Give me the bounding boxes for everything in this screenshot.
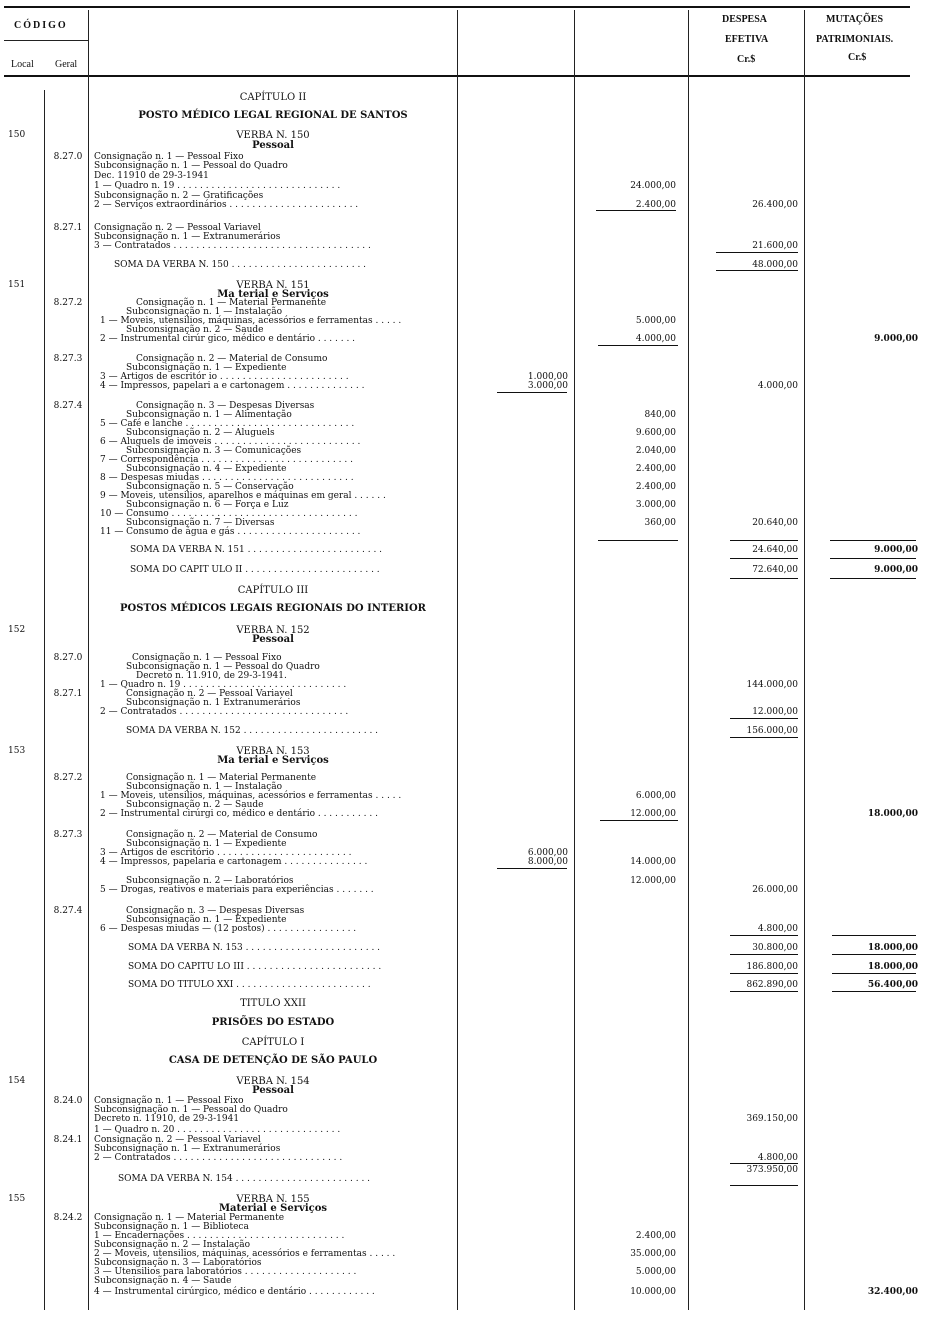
line-description: Consignação n. 2 — Material de Consumo bbox=[136, 354, 328, 364]
line-description: Subconsignação n. 2 — Saude bbox=[126, 325, 264, 335]
despesa-efetiva-value: 48.000,00 bbox=[752, 260, 798, 270]
amount-col1: 8.000,00 bbox=[527, 857, 568, 867]
line-description: 3 — Utensilios para laboratórios . . . . . . . . . . . . . . . . . . . . bbox=[94, 1267, 357, 1277]
line-description: 9 — Moveis, utensilios, aparelhos e máquinas em geral . . . . . . bbox=[100, 491, 386, 501]
table-row bbox=[0, 1287, 930, 1298]
line-description: Subconsignação n. 4 — Expediente bbox=[126, 464, 287, 474]
amount-col2: 4.000,00 bbox=[635, 334, 676, 344]
line-description: 2 — Serviços extraordinários . . . . . . . . . . . . . . . . . . . . . . . bbox=[94, 200, 359, 210]
table-row bbox=[0, 527, 930, 538]
mutacoes-value: 9.000,00 bbox=[874, 334, 918, 344]
rule bbox=[730, 737, 798, 738]
table-row bbox=[0, 980, 930, 991]
section-heading: Pessoal bbox=[252, 1085, 294, 1096]
local-code: 155 bbox=[8, 1194, 26, 1204]
geral-code: 8.27.2 bbox=[53, 298, 83, 308]
line-description: Subconsignação n. 1 — Expediente bbox=[126, 839, 287, 849]
line-description: Consignação n. 1 — Material Permanente bbox=[94, 1213, 285, 1223]
line-description: 5 — Drogas, reativos e materiais para experiências . . . . . . . bbox=[100, 885, 374, 895]
section-heading: CAPÍTULO II bbox=[239, 92, 307, 103]
rule bbox=[832, 973, 916, 974]
rule bbox=[730, 935, 798, 936]
amount-col2: 2.040,00 bbox=[635, 446, 676, 456]
local-code: 151 bbox=[8, 280, 26, 290]
line-description: 4 — Instrumental cirúrgico, médico e dentário . . . . . . . . . . . . bbox=[94, 1287, 375, 1297]
line-description: 2 — Contratados . . . . . . . . . . . . . . . . . . . . . . . . . . . . . . bbox=[94, 1153, 343, 1163]
line-description: SOMA DA VERBA N. 151 . . . . . . . . . . . . . . . . . . . . . . . . bbox=[130, 545, 383, 555]
line-description: Subconsignação n. 1 — Pessoal do Quadro bbox=[126, 662, 320, 672]
despesa-efetiva-value: 26.000,00 bbox=[752, 885, 798, 895]
line-description: 8 — Despesas miudas . . . . . . . . . . . . . . . . . . . . . . . . . . . bbox=[100, 473, 354, 483]
header-geral: Geral bbox=[55, 59, 78, 70]
line-description: Consignação n. 1 — Pessoal Fixo bbox=[94, 152, 244, 162]
despesa-efetiva-value: 186.800,00 bbox=[746, 962, 798, 972]
amount-col2: 35.000,00 bbox=[630, 1249, 676, 1259]
section-heading: CAPÍTULO I bbox=[241, 1037, 305, 1048]
line-description: Subconsignação n. 1 — Instalação bbox=[126, 782, 283, 792]
line-description: 1 — Quadro n. 19 . . . . . . . . . . . . . . . . . . . . . . . . . . . . . bbox=[100, 680, 347, 690]
geral-code: 8.27.4 bbox=[53, 401, 83, 411]
rule bbox=[830, 578, 916, 579]
despesa-efetiva-value: 12.000,00 bbox=[752, 707, 798, 717]
line-description: 1 — Moveis, utensilios, máquinas, acessórios e ferramentas . . . . . bbox=[100, 316, 402, 326]
line-description: Consignação n. 2 — Pessoal Variavel bbox=[94, 1135, 261, 1145]
table-row bbox=[0, 1174, 930, 1185]
line-description: 11 — Consumo de água e gás . . . . . . . . . . . . . . . . . . . . . . bbox=[100, 527, 361, 537]
amount-col2: 3.000,00 bbox=[635, 500, 676, 510]
line-description: SOMA DA VERBA N. 153 . . . . . . . . . . . . . . . . . . . . . . . . bbox=[128, 943, 381, 953]
amount-col2: 24.000,00 bbox=[630, 181, 676, 191]
rule bbox=[596, 210, 676, 211]
line-description: 2 — Instrumental cirúr gico, médico e dentário . . . . . . . bbox=[100, 334, 356, 344]
line-description: Consignação n. 1 — Material Permanente bbox=[136, 298, 327, 308]
line-description: 6 — Aluguels de imoveis . . . . . . . . . . . . . . . . . . . . . . . . . . bbox=[100, 437, 361, 447]
despesa-efetiva-value: 21.600,00 bbox=[752, 241, 798, 251]
line-description: Subconsignação n. 2 — Gratificações bbox=[94, 191, 264, 201]
table-row bbox=[0, 809, 930, 820]
rule bbox=[832, 954, 916, 955]
section-heading: VERBA N. 153 bbox=[236, 746, 310, 757]
despesa-efetiva-value: 4.000,00 bbox=[757, 381, 798, 391]
line-description: Subconsignação n. 7 — Diversas bbox=[126, 518, 275, 528]
line-description: 1 — Encadernações . . . . . . . . . . . . . . . . . . . . . . . . . . . . bbox=[94, 1231, 345, 1241]
line-description: Subconsignação n. 1 — Biblioteca bbox=[94, 1222, 249, 1232]
mutacoes-value: 9.000,00 bbox=[874, 545, 918, 555]
rule bbox=[716, 252, 798, 253]
amount-col1: 1.000,00 bbox=[527, 372, 568, 382]
rule bbox=[730, 718, 798, 719]
codigo-divider bbox=[4, 40, 88, 41]
line-description: 1 — Quadro n. 19 . . . . . . . . . . . . . . . . . . . . . . . . . . . . . bbox=[94, 181, 341, 191]
line-description: Subconsignação n. 1 — Pessoal do Quadro bbox=[94, 1105, 288, 1115]
line-description: Subconsignação n. 1 — Extranumerários bbox=[94, 232, 281, 242]
line-description: Subconsignação n. 1 — Alimentação bbox=[126, 410, 292, 420]
line-description: Subconsignação n. 4 — Saude bbox=[94, 1276, 232, 1286]
mutacoes-value: 18.000,00 bbox=[867, 962, 918, 972]
table-row bbox=[0, 545, 930, 556]
rule bbox=[730, 1163, 798, 1164]
line-description: 3 — Artigos de escritório . . . . . . . . . . . . . . . . . . . . . . . . bbox=[100, 848, 352, 858]
amount-col2: 2.400,00 bbox=[635, 1231, 676, 1241]
geral-code: 8.27.1 bbox=[53, 223, 83, 233]
amount-col2: 9.600,00 bbox=[635, 428, 676, 438]
mutacoes-value: 32.400,00 bbox=[867, 1287, 918, 1297]
header-top-rule bbox=[4, 6, 910, 8]
line-description: Subconsignação n. 2 — Aluguels bbox=[126, 428, 275, 438]
despesa-efetiva-value: 72.640,00 bbox=[752, 565, 798, 575]
header-patrimoniais: PATRIMONIAIS. bbox=[816, 34, 894, 45]
section-heading: VERBA N. 150 bbox=[236, 130, 310, 141]
line-description: 7 — Correspondência . . . . . . . . . . . . . . . . . . . . . . . . . . . bbox=[100, 455, 353, 465]
rule bbox=[598, 345, 678, 346]
rule bbox=[830, 540, 916, 541]
line-description: Consignação n. 1 — Pessoal Fixo bbox=[94, 1096, 244, 1106]
geral-code: 8.27.0 bbox=[53, 653, 83, 663]
geral-code: 8.24.2 bbox=[53, 1213, 83, 1223]
amount-col2: 12.000,00 bbox=[630, 876, 676, 886]
rule bbox=[497, 868, 567, 869]
despesa-efetiva-value: 30.800,00 bbox=[752, 943, 798, 953]
despesa-efetiva-value: 4.800,00 bbox=[757, 1153, 798, 1163]
line-description: Subconsignação n. 2 — Instalação bbox=[94, 1240, 251, 1250]
rule bbox=[730, 578, 798, 579]
line-description: 2 — Contratados . . . . . . . . . . . . . . . . . . . . . . . . . . . . . . bbox=[100, 707, 349, 717]
mutacoes-value: 18.000,00 bbox=[867, 943, 918, 953]
header-efetiva: EFETIVA bbox=[725, 34, 769, 45]
table-row bbox=[0, 241, 930, 252]
line-description: Subconsignação n. 5 — Conservação bbox=[126, 482, 294, 492]
line-description: Subconsignação n. 1 Extranumerários bbox=[126, 698, 301, 708]
rule bbox=[730, 558, 798, 559]
amount-col2: 14.000,00 bbox=[630, 857, 676, 867]
despesa-efetiva-value: 862.890,00 bbox=[746, 980, 798, 990]
rule bbox=[832, 991, 916, 992]
rule bbox=[730, 1185, 798, 1186]
section-heading: VERBA N. 155 bbox=[236, 1194, 310, 1205]
line-description: 6 — Despesas miudas — (12 postos) . . . . . . . . . . . . . . . . bbox=[100, 924, 357, 934]
despesa-efetiva-value: 24.640,00 bbox=[752, 545, 798, 555]
geral-code: 8.27.1 bbox=[53, 689, 83, 699]
header-local: Local bbox=[11, 59, 34, 70]
line-description: Subconsignação n. 6 — Força e Luz bbox=[126, 500, 289, 510]
line-description: 4 — Impressos, papelari a e cartonagem . . . . . . . . . . . . . . bbox=[100, 381, 365, 391]
despesa-efetiva-value: 369.150,00 bbox=[746, 1114, 798, 1124]
despesa-efetiva-value: 144.000,00 bbox=[746, 680, 798, 690]
despesa-efetiva-value: 4.800,00 bbox=[757, 924, 798, 934]
section-heading: CASA DE DETENÇÃO DE SÃO PAULO bbox=[168, 1055, 378, 1066]
amount-col2: 10.000,00 bbox=[630, 1287, 676, 1297]
line-description: Subconsignação n. 3 — Laboratórios bbox=[94, 1258, 262, 1268]
line-description: Consignação n. 1 — Pessoal Fixo bbox=[132, 653, 282, 663]
table-row bbox=[0, 924, 930, 935]
rule bbox=[716, 270, 798, 271]
line-description: Subconsignação n. 1 — Extranumerários bbox=[94, 1144, 281, 1154]
geral-code: 8.24.1 bbox=[53, 1135, 83, 1145]
rule bbox=[730, 954, 798, 955]
line-description: 2 — Instrumental cirúrgi co, médico e dentário . . . . . . . . . . . bbox=[100, 809, 378, 819]
rule bbox=[497, 392, 567, 393]
line-description: Subconsignação n. 1 — Expediente bbox=[126, 363, 287, 373]
section-heading: Pessoal bbox=[252, 140, 294, 151]
section-heading: VERBA N. 154 bbox=[236, 1076, 310, 1087]
local-code: 152 bbox=[8, 625, 26, 635]
line-description: Subconsignação n. 2 — Laboratórios bbox=[126, 876, 294, 886]
line-description: Subconsignação n. 1 — Instalação bbox=[126, 307, 283, 317]
amount-col2: 2.400,00 bbox=[635, 200, 676, 210]
section-heading: VERBA N. 151 bbox=[236, 280, 310, 291]
rule bbox=[730, 973, 798, 974]
geral-code: 8.27.3 bbox=[53, 830, 83, 840]
header-despesa: DESPESA bbox=[722, 14, 768, 25]
line-description: Consignação n. 2 — Material de Consumo bbox=[126, 830, 318, 840]
line-description: Subconsignação n. 1 — Expediente bbox=[126, 915, 287, 925]
rule bbox=[830, 558, 916, 559]
line-description: 5 — Café e lanche . . . . . . . . . . . . . . . . . . . . . . . . . . . . . . bbox=[100, 419, 355, 429]
section-heading: TITULO XXII bbox=[240, 998, 306, 1009]
table-row bbox=[0, 962, 930, 973]
line-description: 1 — Quadro n. 20 . . . . . . . . . . . . . . . . . . . . . . . . . . . . . bbox=[94, 1125, 341, 1135]
table-row bbox=[0, 1276, 930, 1287]
geral-code: 8.27.4 bbox=[53, 906, 83, 916]
line-description: Decreto n. 11.910, de 29-3-1941. bbox=[136, 671, 287, 681]
amount-col2: 2.400,00 bbox=[635, 482, 676, 492]
line-description: 3 — Artigos de escritór io . . . . . . . . . . . . . . . . . . . . . . . bbox=[100, 372, 349, 382]
line-description: SOMA DO CAPITU LO III . . . . . . . . . . . . . . . . . . . . . . . . bbox=[128, 962, 382, 972]
table-row bbox=[0, 1114, 930, 1125]
geral-code: 8.27.2 bbox=[53, 773, 83, 783]
section-heading: POSTO MÉDICO LEGAL REGIONAL DE SANTOS bbox=[138, 110, 408, 121]
amount-col2: 360,00 bbox=[644, 518, 676, 528]
local-code: 153 bbox=[8, 746, 26, 756]
table-row bbox=[0, 707, 930, 718]
rule bbox=[598, 540, 678, 541]
table-row bbox=[0, 565, 930, 576]
mutacoes-value: 18.000,00 bbox=[867, 809, 918, 819]
table-row bbox=[0, 726, 930, 737]
despesa-efetiva-value: 26.400,00 bbox=[752, 200, 798, 210]
line-description: 2 — Moveis, utensilios, máquinas, acessórios e ferramentas . . . . . bbox=[94, 1249, 396, 1259]
section-heading: POSTOS MÉDICOS LEGAIS REGIONAIS DO INTERIOR bbox=[120, 603, 426, 614]
mutacoes-value: 56.400,00 bbox=[867, 980, 918, 990]
geral-code: 8.27.0 bbox=[53, 152, 83, 162]
rule bbox=[832, 935, 916, 936]
table-row bbox=[0, 857, 930, 868]
line-description: 10 — Consumo . . . . . . . . . . . . . . . . . . . . . . . . . . . . . . . . . bbox=[100, 509, 358, 519]
section-heading: Ma terial e Serviços bbox=[217, 755, 329, 766]
line-description: SOMA DO TITULO XXI . . . . . . . . . . . . . . . . . . . . . . . . bbox=[128, 980, 371, 990]
geral-code: 8.27.3 bbox=[53, 354, 83, 364]
line-description: 4 — Impressos, papelaria e cartonagem . . . . . . . . . . . . . . . bbox=[100, 857, 368, 867]
amount-col2: 840,00 bbox=[644, 410, 676, 420]
table-row bbox=[0, 200, 930, 211]
local-code: 154 bbox=[8, 1076, 26, 1086]
section-heading: CAPÍTULO III bbox=[237, 585, 309, 596]
rule bbox=[600, 820, 678, 821]
amount-col2: 6.000,00 bbox=[635, 791, 676, 801]
header-mutacoes: MUTAÇÕES bbox=[826, 14, 884, 25]
header-crs-mutacoes: Cr.$ bbox=[848, 52, 867, 63]
line-description: 3 — Contratados . . . . . . . . . . . . . . . . . . . . . . . . . . . . . . . . . . . bbox=[94, 241, 371, 251]
section-heading: Material e Serviços bbox=[218, 1203, 328, 1214]
line-description: SOMA DA VERBA N. 152 . . . . . . . . . . . . . . . . . . . . . . . . bbox=[126, 726, 379, 736]
line-description: Consignação n. 3 — Despesas Diversas bbox=[136, 401, 315, 411]
local-code: 150 bbox=[8, 130, 26, 140]
line-description: Subconsignação n. 1 — Pessoal do Quadro bbox=[94, 161, 288, 171]
section-heading: VERBA N. 152 bbox=[236, 625, 310, 636]
amount-col2: 2.400,00 bbox=[635, 464, 676, 474]
line-description: SOMA DA VERBA N. 154 . . . . . . . . . . . . . . . . . . . . . . . . bbox=[118, 1174, 371, 1184]
geral-code: 8.24.0 bbox=[53, 1096, 83, 1106]
section-heading: Ma terial e Serviços bbox=[217, 289, 329, 300]
section-heading: Pessoal bbox=[252, 634, 294, 645]
line-description: SOMA DO CAPIT ULO II . . . . . . . . . . . . . . . . . . . . . . . . bbox=[130, 565, 380, 575]
line-description: Dec. 11910 de 29-3-1941 bbox=[94, 171, 209, 181]
header-crs-despesa: Cr.$ bbox=[737, 54, 756, 65]
line-description: Subconsignação n. 3 — Comunicações bbox=[126, 446, 302, 456]
amount-col1: 3.000,00 bbox=[527, 381, 568, 391]
amount-col2: 5.000,00 bbox=[635, 316, 676, 326]
table-row bbox=[0, 943, 930, 954]
header-codigo: CÓDIGO bbox=[14, 20, 68, 31]
line-description: Consignação n. 2 — Pessoal Variavel bbox=[94, 223, 261, 233]
table-row bbox=[0, 334, 930, 345]
section-heading: PRISÕES DO ESTADO bbox=[211, 1017, 335, 1028]
table-row bbox=[0, 381, 930, 392]
despesa-efetiva-value: 373.950,00 bbox=[746, 1165, 798, 1175]
amount-col2: 5.000,00 bbox=[635, 1267, 676, 1277]
amount-col2: 12.000,00 bbox=[630, 809, 676, 819]
mutacoes-value: 9.000,00 bbox=[874, 565, 918, 575]
line-description: Decreto n. 11910, de 29-3-1941 bbox=[94, 1114, 240, 1124]
line-description: SOMA DA VERBA N. 150 . . . . . . . . . . . . . . . . . . . . . . . . bbox=[114, 260, 367, 270]
table-row bbox=[0, 885, 930, 896]
rule bbox=[730, 991, 798, 992]
line-description: 1 — Moveis, utensilios, máquinas, acessórios e ferramentas . . . . . bbox=[100, 791, 402, 801]
line-description: Subconsignação n. 2 — Saude bbox=[126, 800, 264, 810]
line-description: Consignação n. 2 — Pessoal Variavel bbox=[126, 689, 293, 699]
rule bbox=[730, 540, 798, 541]
despesa-efetiva-value: 20.640,00 bbox=[752, 518, 798, 528]
amount-col1: 6.000,00 bbox=[527, 848, 568, 858]
despesa-efetiva-value: 156.000,00 bbox=[746, 726, 798, 736]
line-description: Consignação n. 1 — Material Permanente bbox=[126, 773, 317, 783]
line-description: Consignação n. 3 — Despesas Diversas bbox=[126, 906, 305, 916]
